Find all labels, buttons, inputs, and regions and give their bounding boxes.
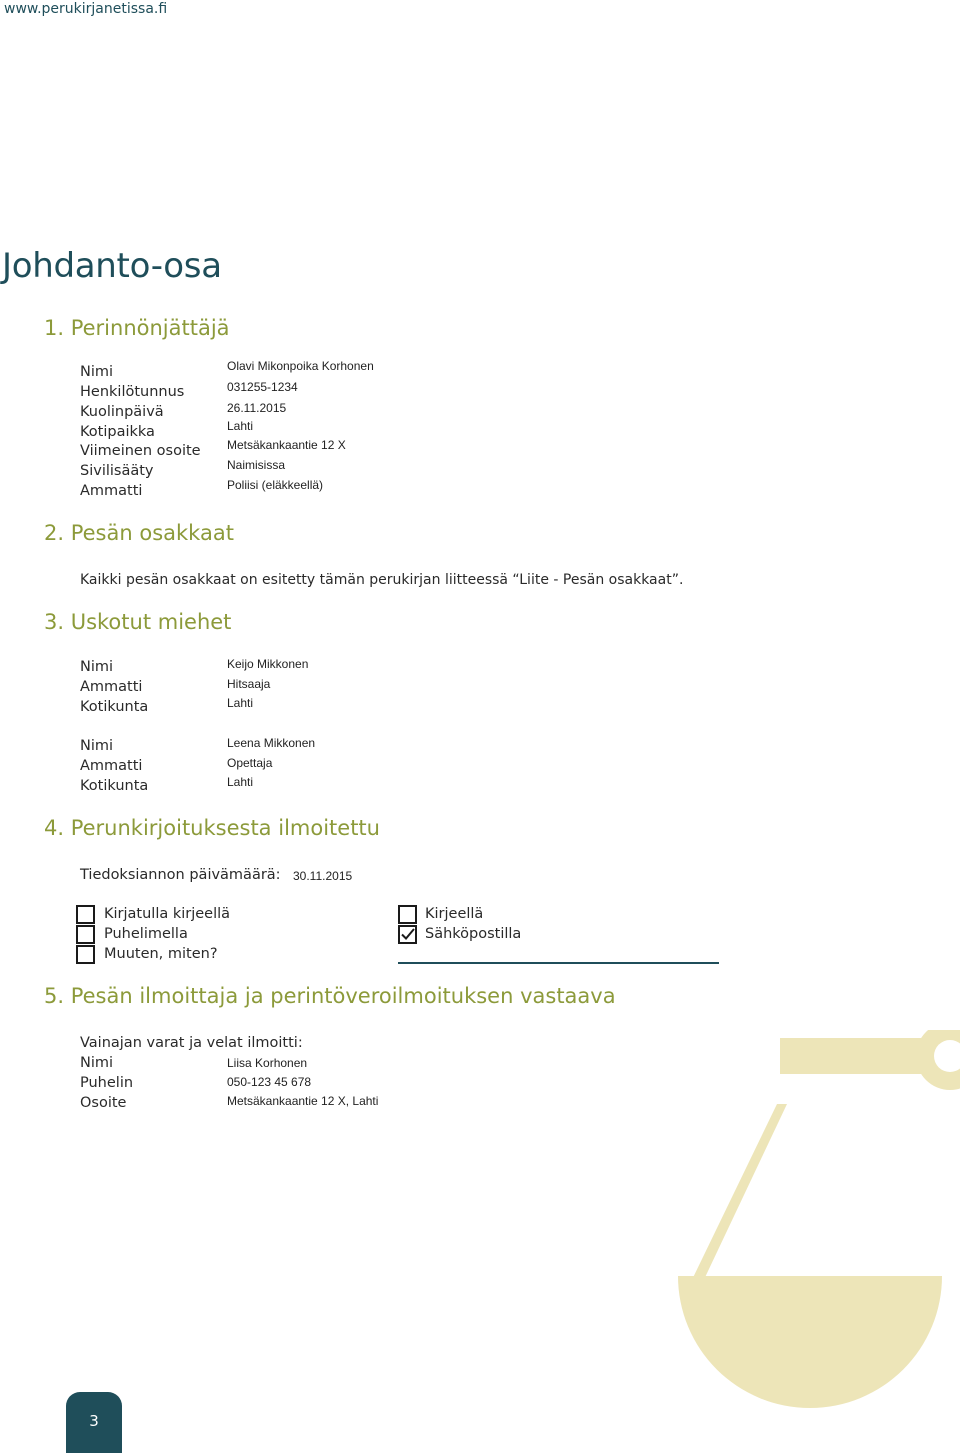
- section-heading-notification: 4. Perunkirjoituksesta ilmoitettu: [44, 816, 380, 840]
- label-last-address: Viimeinen osoite: [80, 443, 201, 459]
- trustee1-value-name: Keijo Mikkonen: [227, 657, 309, 671]
- option-label-phone: Puhelimella: [104, 926, 188, 942]
- section-heading-shareholders: 2. Pesän osakkaat: [44, 521, 234, 545]
- option-label-letter: Kirjeellä: [425, 906, 484, 922]
- value-marital-status: Naimisissa: [227, 458, 286, 472]
- label-domicile: Kotipaikka: [80, 424, 155, 440]
- value-ssn: 031255-1234: [227, 380, 298, 394]
- checkmark-icon: [398, 925, 417, 944]
- reporter-intro: Vainajan varat ja velat ilmoitti:: [80, 1035, 303, 1051]
- shareholders-text: Kaikki pesän osakkaat on esitetty tämän perukirjan liitteessä “Liite - Pesän osakkaat”.: [80, 572, 684, 588]
- reporter-label-name: Nimi: [80, 1055, 114, 1071]
- trustee1-value-occupation: Hitsaaja: [227, 677, 271, 691]
- section-heading-reporter: 5. Pesän ilmoittaja ja perintöveroilmoituksen vastaava: [44, 984, 616, 1008]
- trustee1-label-municipality: Kotikunta: [80, 699, 149, 715]
- page-number: 3: [89, 1412, 99, 1430]
- value-death-date: 26.11.2015: [227, 401, 287, 415]
- option-label-registered-letter: Kirjatulla kirjeellä: [104, 906, 231, 922]
- reporter-label-phone: Puhelin: [80, 1075, 134, 1091]
- checkbox-other[interactable]: [76, 945, 95, 964]
- reporter-value-name: Liisa Korhonen: [227, 1056, 308, 1070]
- value-occupation: Poliisi (eläkkeellä): [227, 478, 324, 492]
- trustee2-label-name: Nimi: [80, 738, 114, 754]
- checkbox-registered-letter[interactable]: [76, 905, 95, 924]
- reporter-value-phone: 050-123 45 678: [227, 1075, 312, 1089]
- trustee2-value-name: Leena Mikkonen: [227, 736, 316, 750]
- checkbox-email[interactable]: [398, 925, 417, 944]
- value-last-address: Metsäkankaantie 12 X: [227, 438, 346, 452]
- trustee2-label-occupation: Ammatti: [80, 758, 143, 774]
- section-heading-trustees: 3. Uskotut miehet: [44, 610, 232, 634]
- value-name: Olavi Mikonpoika Korhonen: [227, 359, 374, 373]
- trustee1-label-occupation: Ammatti: [80, 679, 143, 695]
- value-domicile: Lahti: [227, 419, 254, 433]
- section-heading-decedent: 1. Perinnönjättäjä: [44, 316, 230, 340]
- label-name: Nimi: [80, 364, 114, 380]
- checkbox-phone[interactable]: [76, 925, 95, 944]
- trustee2-value-municipality: Lahti: [227, 775, 254, 789]
- other-method-line[interactable]: [398, 962, 719, 964]
- trustee1-label-name: Nimi: [80, 659, 114, 675]
- reporter-value-address: Metsäkankaantie 12 X, Lahti: [227, 1094, 379, 1108]
- option-label-email: Sähköpostilla: [425, 926, 522, 942]
- label-death-date: Kuolinpäivä: [80, 404, 164, 420]
- site-url[interactable]: www.perukirjanetissa.fi: [4, 1, 168, 17]
- trustee2-label-municipality: Kotikunta: [80, 778, 149, 794]
- label-ssn: Henkilötunnus: [80, 384, 185, 400]
- scales-icon: [660, 1030, 960, 1453]
- notification-date-value: 30.11.2015: [293, 869, 353, 883]
- checkbox-letter[interactable]: [398, 905, 417, 924]
- trustee2-value-occupation: Opettaja: [227, 756, 273, 770]
- label-occupation: Ammatti: [80, 483, 143, 499]
- trustee1-value-municipality: Lahti: [227, 696, 254, 710]
- label-marital-status: Sivilisääty: [80, 463, 154, 479]
- notification-date-label: Tiedoksiannon päivämäärä:: [80, 867, 281, 883]
- option-label-other: Muuten, miten?: [104, 946, 218, 962]
- reporter-label-address: Osoite: [80, 1095, 127, 1111]
- page-title: Johdanto-osa: [2, 246, 222, 286]
